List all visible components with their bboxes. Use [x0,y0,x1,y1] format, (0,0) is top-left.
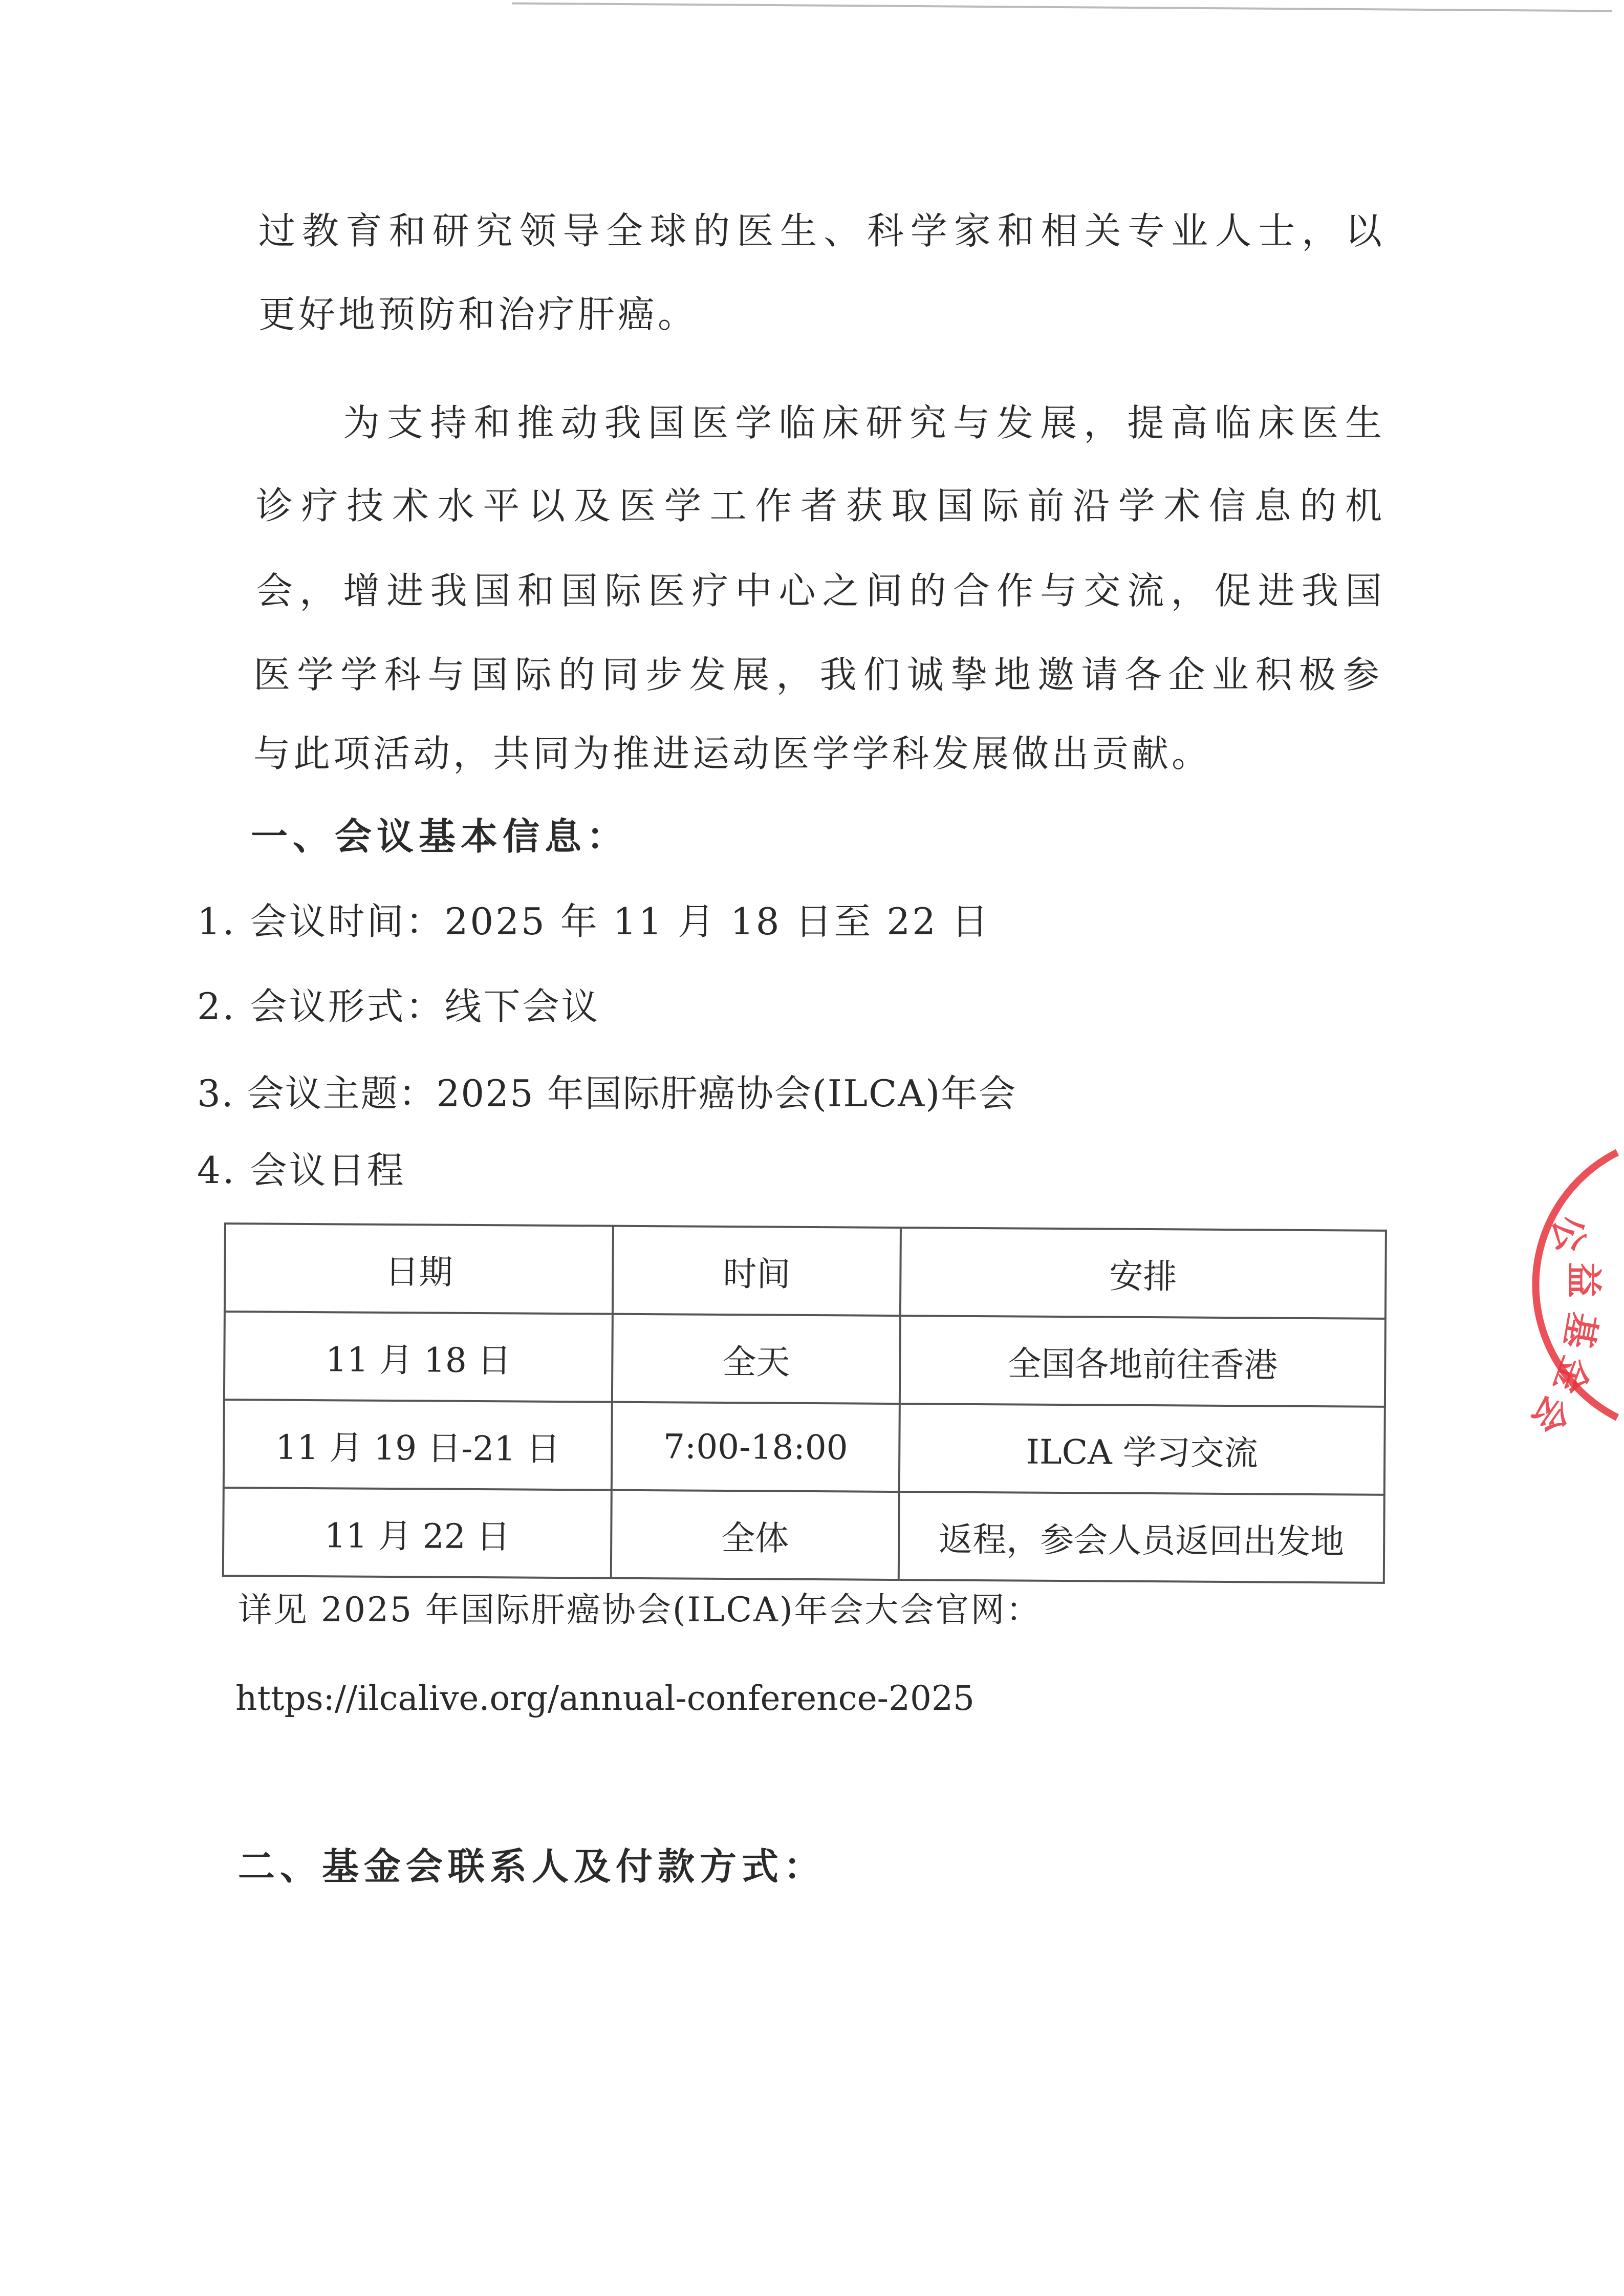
header-cell: 时间 [613,1226,901,1316]
header-cell: 安排 [900,1228,1386,1319]
table-cell: 11 月 22 日 [223,1488,612,1578]
info-item: 4. 会议日程 [197,1149,406,1192]
table-row [223,1488,1384,1583]
scan-edge-line [512,2,1612,12]
svg-text:会: 会 [1523,1387,1579,1442]
info-item: 3. 会议主题：2025 年国际肝癌协会(ILCA)年会 [197,1072,1017,1115]
website-note: 详见 2025 年国际肝癌协会(ILCA)年会大会官网： [238,1590,1042,1629]
info-item: 2. 会议形式：线下会议 [197,985,600,1028]
section-heading: 一、会议基本信息： [251,814,629,858]
section-heading: 二、基金会联系人及付款方式： [238,1844,826,1888]
svg-text:公: 公 [1545,1212,1593,1255]
paragraph-line: 为支持和推动我国医学临床研究与发展，提高临床医生 [343,401,1382,444]
paragraph-line: 过教育和研究领导全球的医生、科学家和相关专业人士，以 [258,209,1382,252]
table-cell: 11 月 19 日-21 日 [224,1400,612,1490]
table-cell: 7:00-18:00 [612,1402,900,1492]
paragraph-line: 医学学科与国际的同步发展，我们诚挚地邀请各企业积极参 [253,653,1379,696]
header-cell: 日期 [225,1224,613,1314]
table-cell: 11 月 18 日 [224,1312,613,1402]
info-item: 1. 会议时间：2025 年 11 月 18 日至 22 日 [197,900,990,943]
paragraph-line: 与此项活动，共同为推进运动医学学科发展做出贡献。 [253,732,1212,775]
table-cell: 全国各地前往香港 [900,1316,1385,1407]
paragraph-line: 更好地预防和治疗肝癌。 [258,293,698,336]
paragraph-line: 会，增进我国和国际医疗中心之间的合作与交流，促进我国 [256,569,1382,612]
table-row [224,1400,1385,1495]
table-cell: 返程，参会人员返回出发地 [899,1492,1384,1583]
svg-text:益: 益 [1563,1262,1605,1298]
schedule-table [222,1222,1387,1584]
table-cell: 全天 [612,1314,900,1404]
table-cell: 全体 [611,1490,899,1580]
table-header-row [225,1224,1386,1319]
table-row [224,1312,1385,1407]
official-seal-stamp [1515,1121,1622,1449]
paragraph-line: 诊疗技术水平以及医学工作者获取国际前沿学术信息的机 [256,484,1382,527]
svg-text:基: 基 [1556,1309,1605,1352]
website-url[interactable]: https://ilcalive.org/annual-conference-2025 [235,1679,975,1718]
svg-text:金: 金 [1546,1351,1598,1400]
table-cell: ILCA 学习交流 [899,1404,1385,1495]
